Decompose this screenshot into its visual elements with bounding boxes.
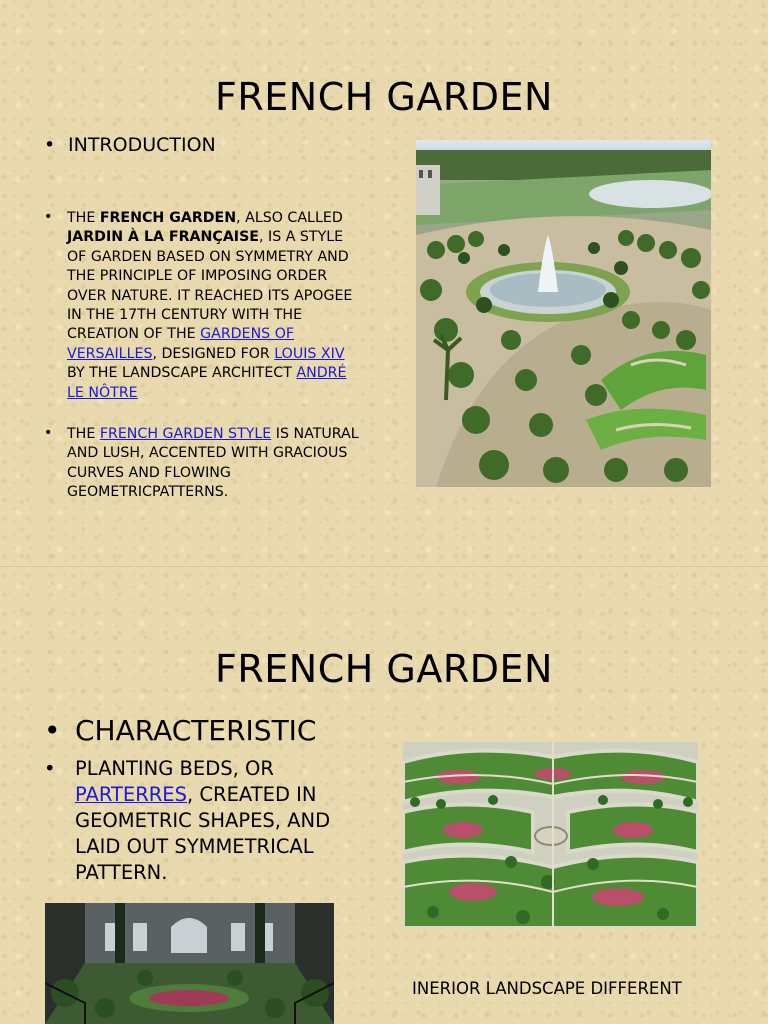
link-louis-xiv[interactable]: LOUIS XIV bbox=[274, 345, 345, 362]
term-french-garden: FRENCH GARDEN bbox=[99, 210, 237, 226]
slide-characteristic bbox=[0, 572, 768, 1024]
slide-divider bbox=[0, 566, 768, 567]
term-jardin: JARDIN À LA FRANÇAISE bbox=[67, 229, 259, 246]
bullet-dot: • bbox=[44, 209, 53, 225]
bullet-label: INTRODUCTION bbox=[68, 134, 216, 156]
parterre-photo bbox=[403, 742, 698, 928]
bullet-dot: • bbox=[44, 425, 53, 441]
link-gardens-of-versailles[interactable]: GARDENS OF VERSAILLES bbox=[67, 326, 295, 362]
bullet-introduction bbox=[44, 134, 216, 156]
definition-text: THE FRENCH GARDEN, ALSO CALLED JARDIN À LA FRANÇAISE, IS A STYLE OF GARDEN BASED ON SYMMETRY AND THE PRINCIPLE OF IMPOSING ORDER OVER NATURE. IT REACHED ITS APOGEE IN THE 17TH CENTURY WITH THE CREATION OF THE GARDENS OF VERSAILLES, DESIGNED FOR LOUIS XIV BY THE LANDSCAPE ARCHITECT ANDRÉ LE NÔTRE bbox=[67, 210, 353, 401]
link-parterres[interactable]: PARTERRES bbox=[75, 783, 188, 806]
slide-title: FRENCH GARDEN bbox=[215, 647, 553, 692]
bullet-style bbox=[44, 425, 364, 503]
bullet-dot: • bbox=[44, 134, 56, 156]
bullet-characteristic bbox=[44, 714, 317, 747]
interior-landscape-caption: INERIOR LANDSCAPE DIFFERENT bbox=[412, 979, 682, 998]
style-text: THE FRENCH GARDEN STYLE IS NATURAL AND LUSH, ACCENTED WITH GRACIOUS CURVES AND FLOWING GEOMETRICPATTERNS. bbox=[67, 426, 359, 501]
link-andre-le-notre[interactable]: ANDRÉ LE NÔTRE bbox=[67, 365, 347, 401]
versailles-garden-photo bbox=[416, 140, 711, 487]
bullet-planting-beds bbox=[44, 756, 374, 886]
bullet-definition bbox=[44, 209, 364, 403]
link-french-garden-style[interactable]: FRENCH GARDEN STYLE bbox=[99, 426, 272, 442]
planting-text: PLANTING BEDS, OR PARTERRES, CREATED IN GEOMETRIC SHAPES, AND LAID OUT SYMMETRICAL PATTERN. bbox=[75, 757, 331, 884]
bullet-dot: • bbox=[44, 714, 61, 747]
bullet-label: CHARACTERISTIC bbox=[75, 714, 317, 747]
interior-landscape-photo bbox=[45, 903, 334, 1024]
slide-title: FRENCH GARDEN bbox=[215, 75, 553, 120]
bullet-dot: • bbox=[44, 757, 56, 780]
